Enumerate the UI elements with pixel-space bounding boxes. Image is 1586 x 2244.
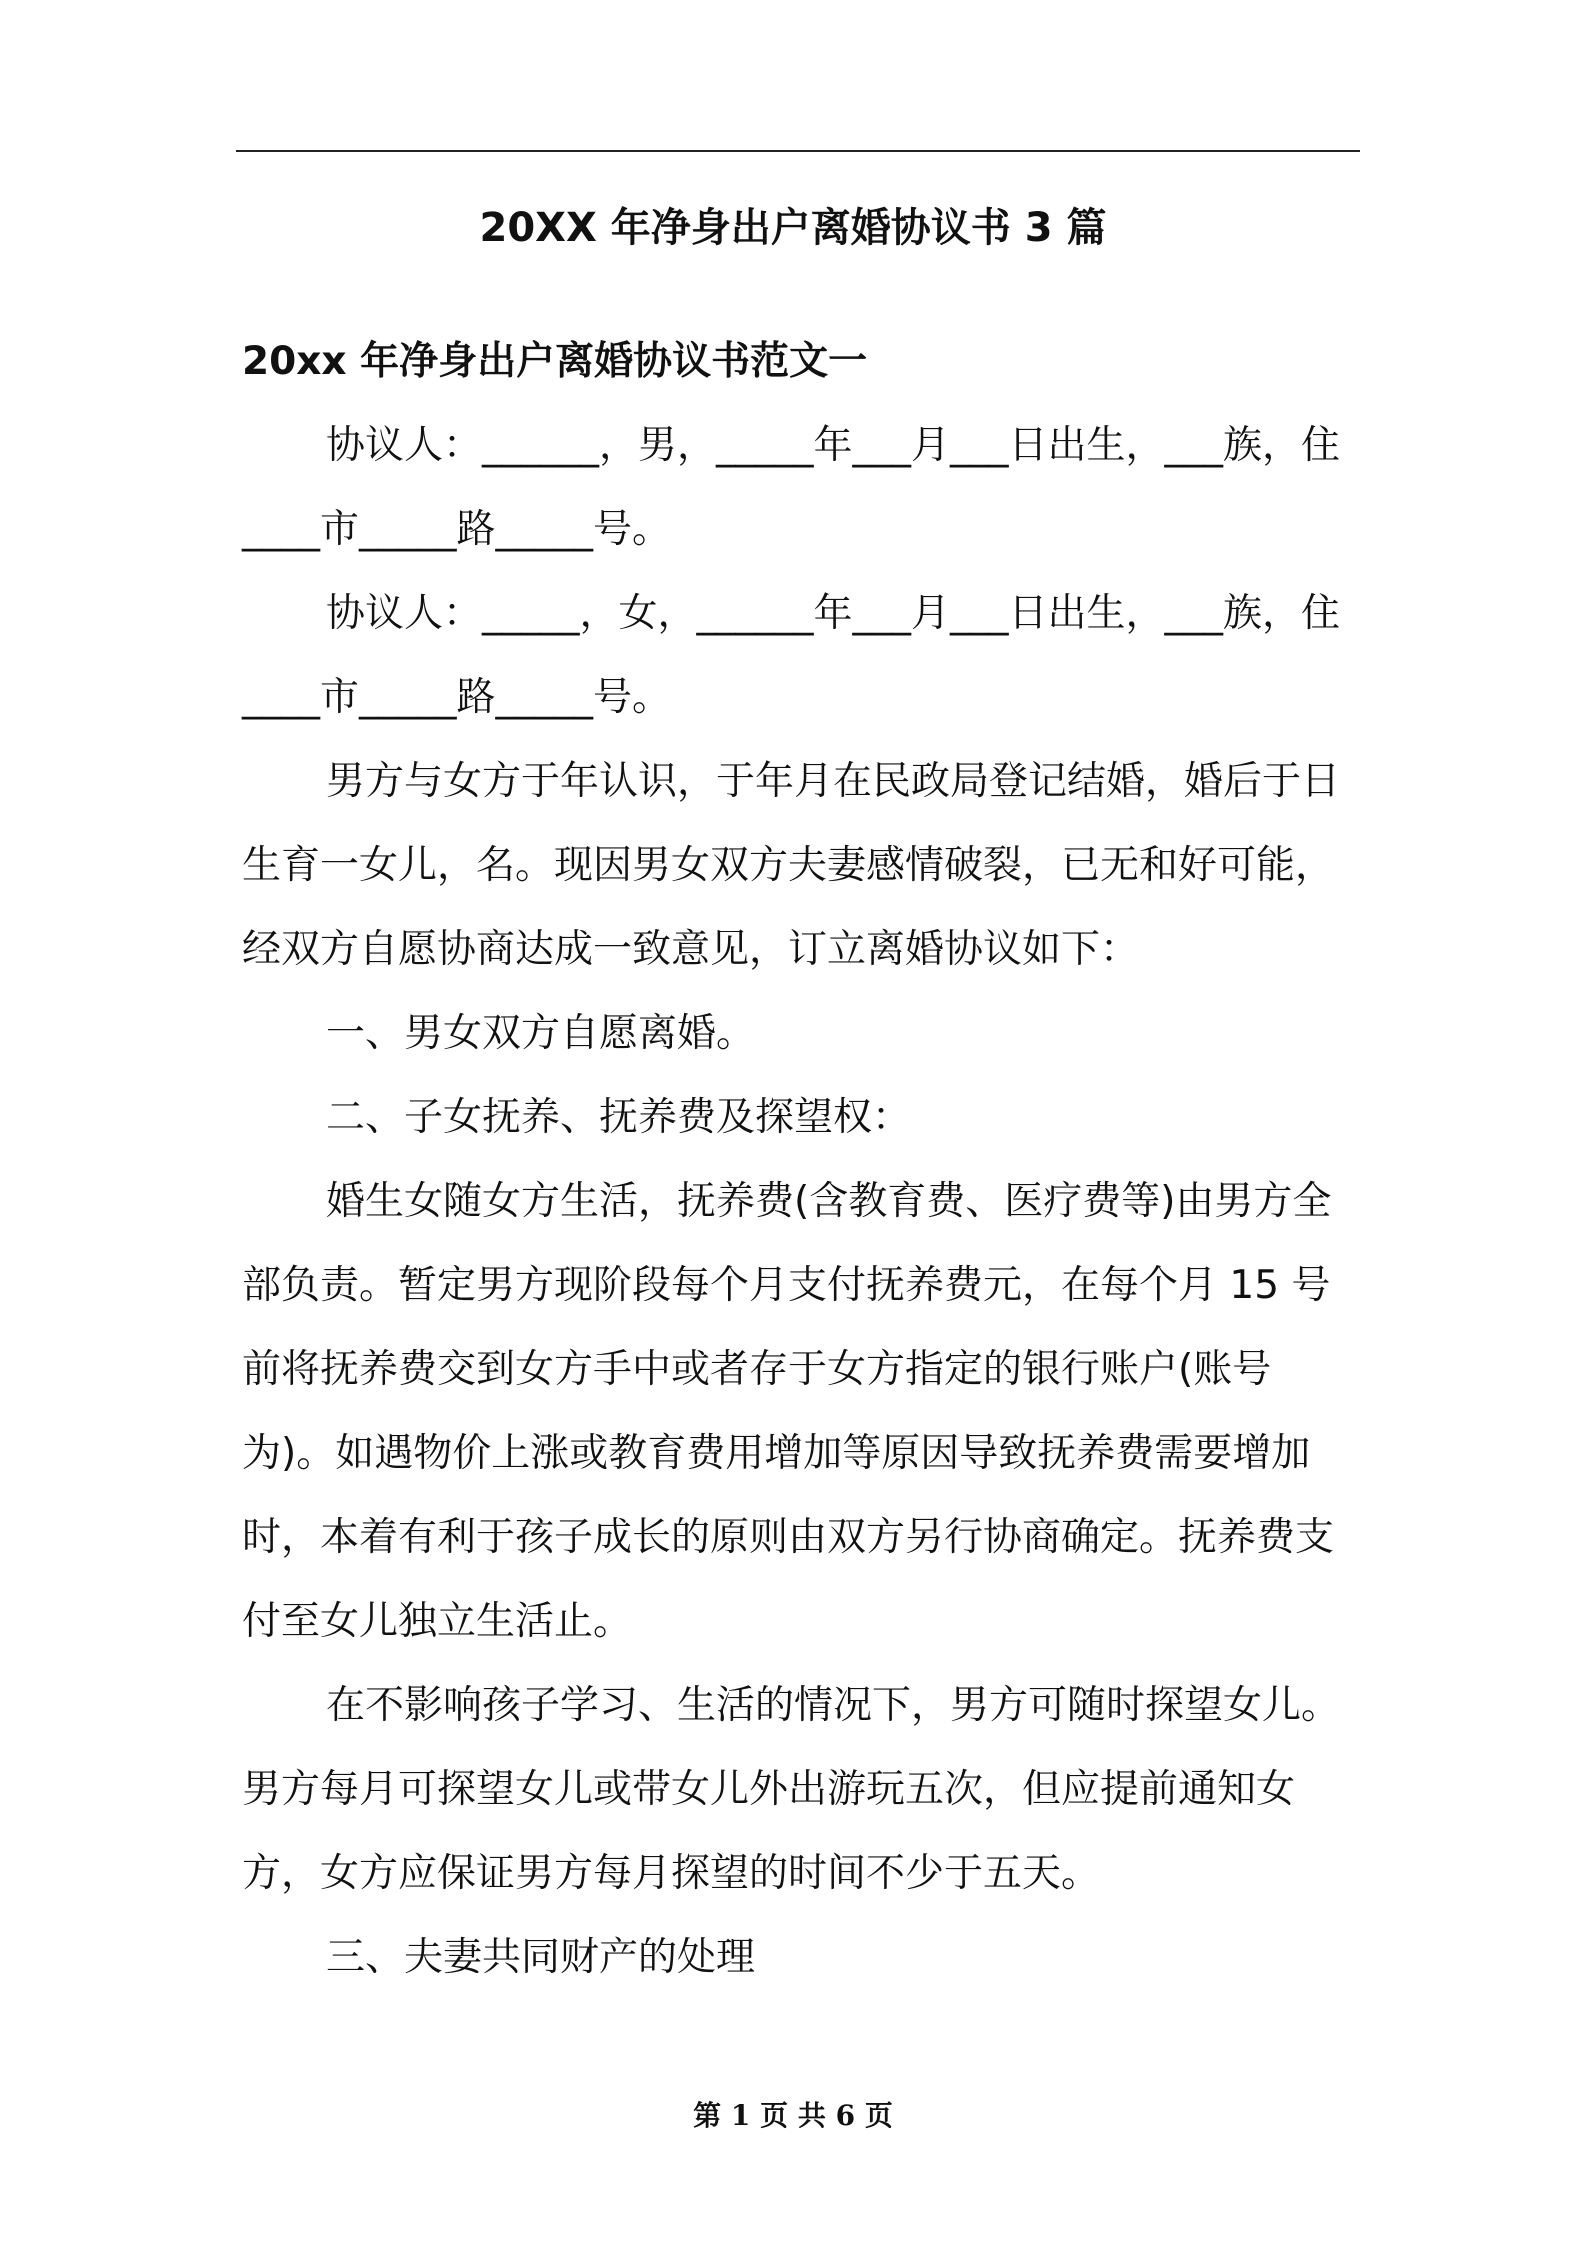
paragraph-visitation: 在不影响孩子学习、生活的情况下，男方可随时探望女儿。男方每月可探望女儿或带女儿外出游玩五次，但应提前通知女方，女方应保证男方每月探望的时间不少于五天。 [242,1683,1341,1896]
document-title: 20XX 年净身出户离婚协议书 3 篇 [479,205,1107,251]
section-heading: 20xx 年净身出户离婚协议书范文一 [242,339,868,384]
clause-2-heading: 二、子女抚养、抚养费及探望权： [326,1095,912,1140]
clause-3-heading: 三、夫妻共同财产的处理 [326,1935,756,1980]
paragraph-party-female: 协议人：_____，女，______年___月___日出生，___族，住____市_____路_____号。 [242,591,1341,720]
clause-1-heading: 一、男女双方自愿离婚。 [326,1011,756,1056]
paragraph-background: 男方与女方于年认识，于年月在民政局登记结婚，婚后于日生育一女儿，名。现因男女双方夫妻感情破裂，已无和好可能，经双方自愿协商达成一致意见，订立离婚协议如下： [242,759,1341,972]
header-rule [236,150,1360,152]
page-number-footer: 第 1 页 共 6 页 [693,2099,893,2132]
paragraph-child-support: 婚生女随女方生活，抚养费(含教育费、医疗费等)由男方全部负责。暂定男方现阶段每个月支付抚养费元，在每个月 15 号前将抚养费交到女方手中或者存于女方指定的银行账户(账号为)。如遇物价上涨或教育费用增加等原因导致抚养费需要增加时，本着有利于孩子成长的原则由双方另行协商确定。抚养费支付至女儿独立生活止。 [242,1179,1335,1644]
paragraph-party-male: 协议人：______，男，_____年___月___日出生，___族，住____市_____路_____号。 [242,423,1341,552]
document-body [242,320,1358,2000]
